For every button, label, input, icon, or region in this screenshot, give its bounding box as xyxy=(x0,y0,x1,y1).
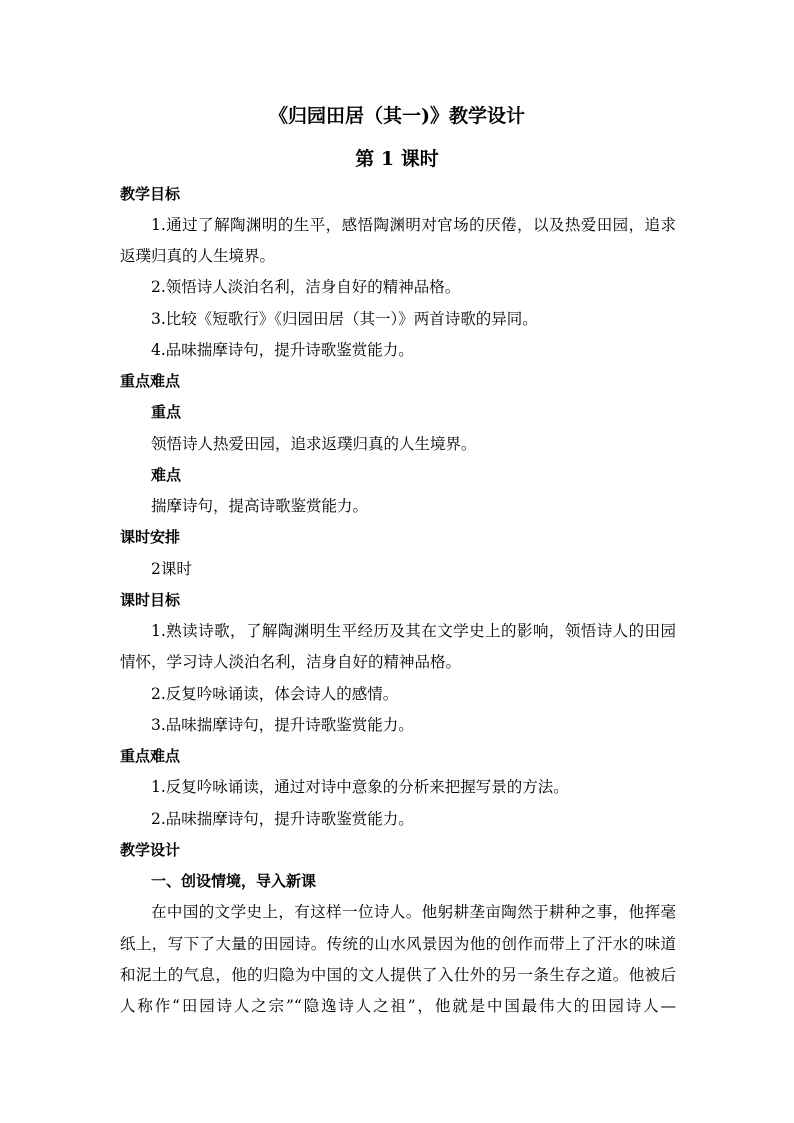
lesson-goal-3: 3.品味揣摩诗句，提升诗歌鉴赏能力。 xyxy=(151,716,414,734)
intro-paragraph-line-1: 在中国的文学史上，有这样一位诗人。他躬耕垄亩陶然于耕种之事，他挥毫 xyxy=(151,903,676,921)
section-heading-key-difficult-2: 重点难点 xyxy=(120,747,181,765)
section-heading-schedule: 课时安排 xyxy=(120,528,181,546)
key-difficult-item-1: 1.反复吟咏诵读，通过对诗中意象的分析来把握写景的方法。 xyxy=(151,778,569,796)
key-difficult-item-2: 2.品味揣摩诗句，提升诗歌鉴赏能力。 xyxy=(151,810,414,828)
goal-item-1-line-2: 返璞归真的人生境界。 xyxy=(120,247,276,265)
intro-paragraph-line-2: 纸上，写下了大量的田园诗。传统的山水风景因为他的创作而带上了汗水的味道 xyxy=(120,935,676,953)
goal-item-2: 2.领悟诗人淡泊名利，洁身自好的精神品格。 xyxy=(151,278,461,296)
document-title: 《归园田居（其一)》教学设计 xyxy=(269,105,525,127)
section-heading-lesson-goals: 课时目标 xyxy=(120,591,181,609)
subheading-difficult-point: 难点 xyxy=(151,466,182,484)
lesson-goal-1-line-1: 1.熟读诗歌，了解陶渊明生平经历及其在文学史上的影响，领悟诗人的田园 xyxy=(151,622,676,640)
lesson-goal-2: 2.反复吟咏诵读，体会诗人的感情。 xyxy=(151,685,399,703)
goal-item-1-line-1: 1.通过了解陶渊明的生平，感悟陶渊明对官场的厌倦，以及热爱田园，追求 xyxy=(151,216,676,234)
intro-paragraph-line-3: 和泥土的气息，他的归隐为中国的文人提供了入仕外的另一条生存之道。他被后 xyxy=(120,966,676,984)
intro-paragraph-line-4: 人称作“田园诗人之宗”“隐逸诗人之祖”，他就是中国最伟大的田园诗人— xyxy=(120,997,676,1015)
goal-item-3: 3.比较《短歌行》《归园田居（其一）》两首诗歌的异同。 xyxy=(151,310,538,328)
goal-item-4: 4.品味揣摩诗句，提升诗歌鉴赏能力。 xyxy=(151,341,414,359)
section-heading-teaching-design: 教学设计 xyxy=(120,841,181,859)
subheading-key-point: 重点 xyxy=(151,403,182,421)
key-point-text: 领悟诗人热爱田园，追求返璞归真的人生境界。 xyxy=(151,435,477,453)
difficult-point-text: 揣摩诗句，提高诗歌鉴赏能力。 xyxy=(151,497,369,515)
subheading-step-one: 一、创设情境，导入新课 xyxy=(151,872,317,890)
section-heading-teaching-goals: 教学目标 xyxy=(120,185,181,203)
schedule-text: 2课时 xyxy=(151,560,192,578)
lesson-goal-1-line-2: 情怀，学习诗人淡泊名利，洁身自好的精神品格。 xyxy=(120,653,462,671)
lesson-subtitle: 第 1 课时 xyxy=(355,148,439,170)
section-heading-key-difficult: 重点难点 xyxy=(120,372,181,390)
